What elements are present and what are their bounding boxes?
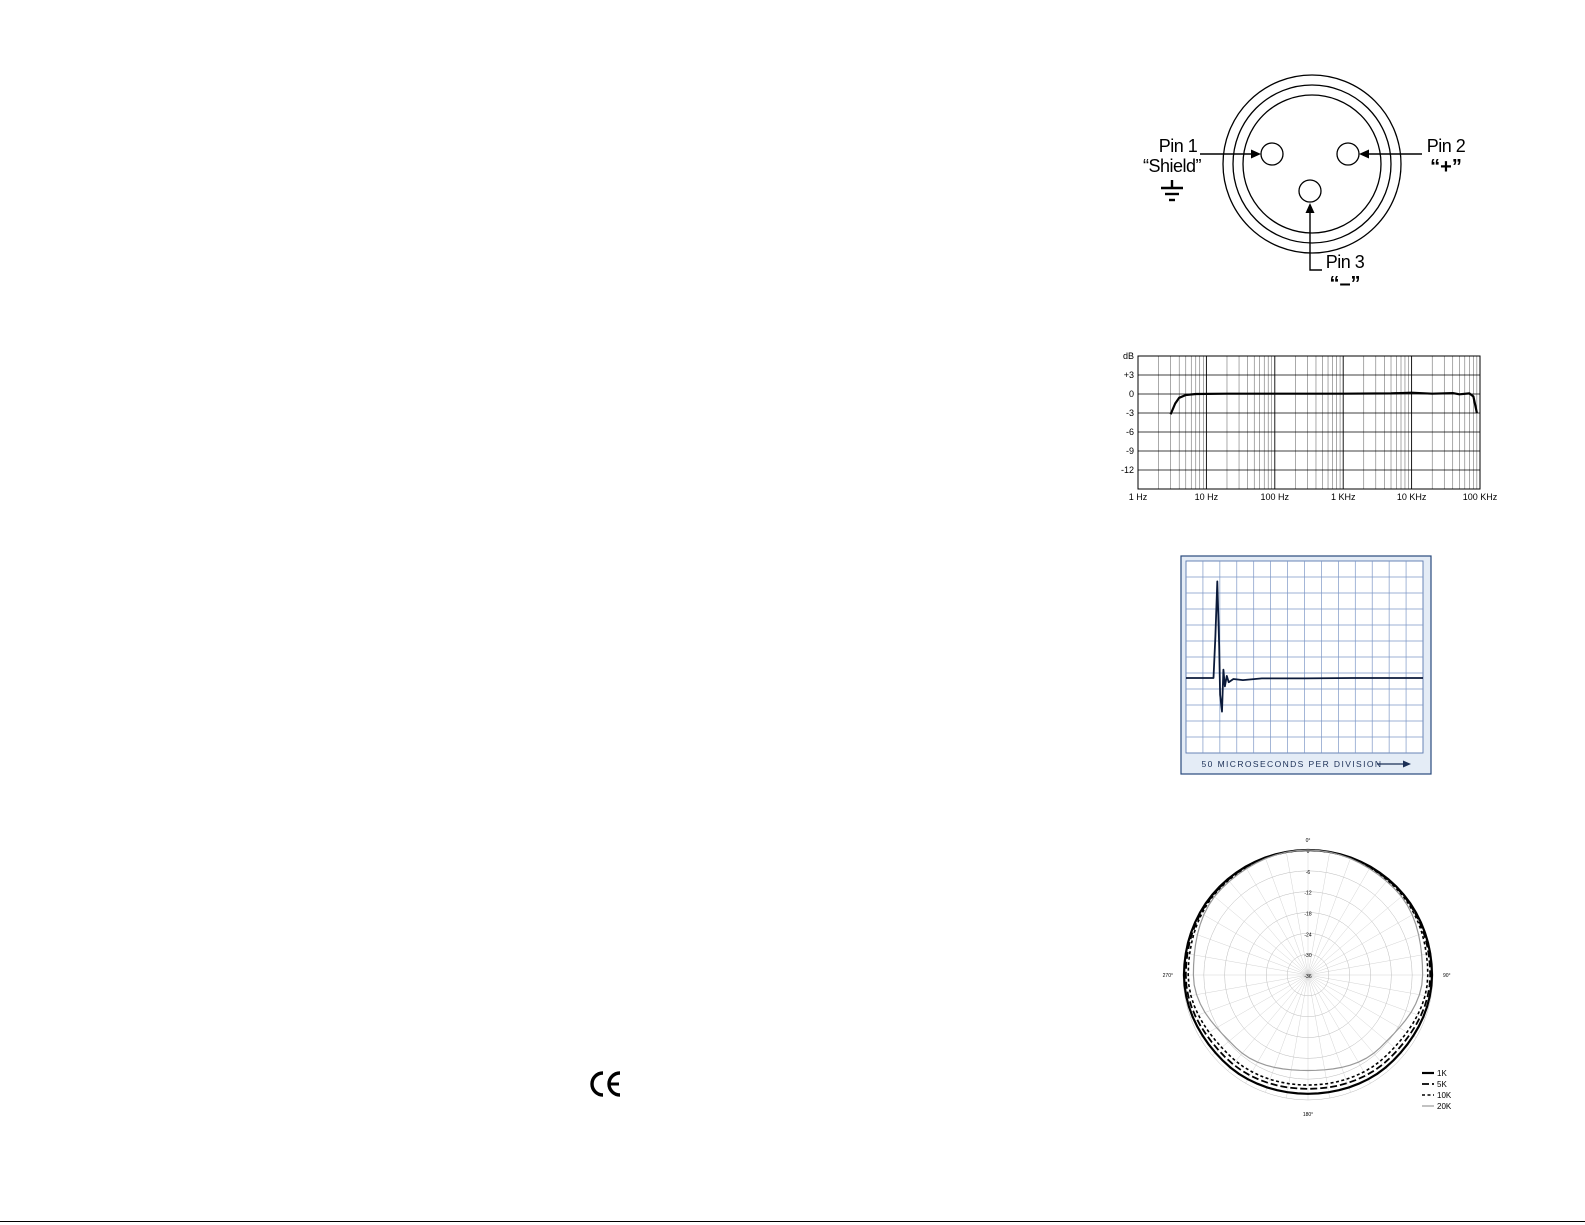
polar-legend-label: 1K [1437, 1069, 1447, 1078]
freq-x-tick-label: 100 KHz [1462, 492, 1498, 500]
polar-angle-label-90: 90° [1443, 973, 1451, 979]
freq-y-tick-label: +3 [1123, 370, 1134, 380]
polar-grid-spoke [1265, 858, 1308, 975]
polar-legend-label: 5K [1437, 1080, 1447, 1089]
polar-ring-label: -24 [1304, 932, 1312, 939]
connector-middle-ring [1233, 85, 1391, 243]
page-bottom-rule [0, 1221, 1585, 1222]
polar-angle-label-0: 0° [1305, 838, 1311, 844]
polar-grid-spoke [1265, 975, 1308, 1092]
pin-2-hole [1337, 143, 1359, 165]
freq-y-axis-label: dB [1122, 351, 1134, 361]
polar-grid-spoke [1308, 932, 1425, 975]
polar-angle-label-270: 270° [1162, 973, 1173, 979]
polar-grid-spoke [1308, 975, 1425, 1018]
polar-ring-label: 0 [1306, 849, 1310, 855]
polar-legend-label: 20K [1437, 1102, 1452, 1111]
freq-y-tick-label: -9 [1125, 446, 1134, 456]
pin-3-name: “–” [1329, 273, 1361, 295]
polar-grid-spoke [1308, 975, 1351, 1092]
pin-2-label: Pin 2 [1426, 136, 1466, 156]
xlr-pinout-diagram [1130, 60, 1480, 300]
freq-x-tick-label: 1 KHz [1330, 492, 1356, 500]
polar-legend-label: 10K [1437, 1091, 1452, 1100]
pin-3-arrow-head [1306, 203, 1315, 213]
freq-x-tick-label: 10 KHz [1396, 492, 1427, 500]
freq-y-tick-label: -6 [1125, 427, 1134, 437]
pin-1-hole [1261, 143, 1283, 165]
pin-3-arrow [1310, 208, 1322, 270]
polar-ring-label: -12 [1304, 890, 1312, 897]
connector-outer-ring [1223, 75, 1401, 253]
freq-response-line [1171, 393, 1477, 415]
pin-2-arrow-head [1359, 150, 1369, 159]
freq-x-tick-label: 100 Hz [1260, 492, 1290, 500]
polar-grid-spoke [1191, 975, 1308, 1018]
impulse-response-chart [1180, 555, 1432, 775]
impulse-x-axis-label: 50 MICROSECONDS PER DIVISION [1201, 759, 1383, 769]
polar-ring-label: -36 [1304, 974, 1312, 980]
polar-pattern-chart [1140, 825, 1480, 1125]
freq-plot-frame [1138, 356, 1480, 489]
polar-ring-label: -18 [1304, 911, 1312, 918]
freq-y-tick-label: -12 [1120, 465, 1134, 475]
pin-1-arrow-head [1251, 150, 1261, 159]
polar-grid-spoke [1305, 858, 1351, 975]
pin-3-label: Pin 3 [1325, 252, 1365, 272]
pin-1-label: Pin 1 [1158, 136, 1198, 156]
pin-2-name: “+” [1430, 156, 1462, 178]
ground-icon [1161, 180, 1183, 200]
pin-3-hole [1299, 180, 1321, 202]
pin-1-name: “Shield” [1142, 156, 1202, 176]
freq-x-tick-label: 10 Hz [1194, 492, 1219, 500]
freq-y-tick-label: 0 [1128, 389, 1134, 399]
freq-y-tick-label: -3 [1125, 408, 1134, 418]
polar-grid-spoke [1191, 932, 1308, 975]
ce-mark-logo [588, 1068, 624, 1100]
freq-x-tick-label: 1 Hz [1128, 492, 1148, 500]
frequency-response-chart [1110, 345, 1510, 500]
polar-ring-label: -30 [1304, 953, 1312, 960]
polar-ring-label: -6 [1305, 869, 1311, 876]
polar-angle-label-180: 180° [1302, 1112, 1314, 1118]
